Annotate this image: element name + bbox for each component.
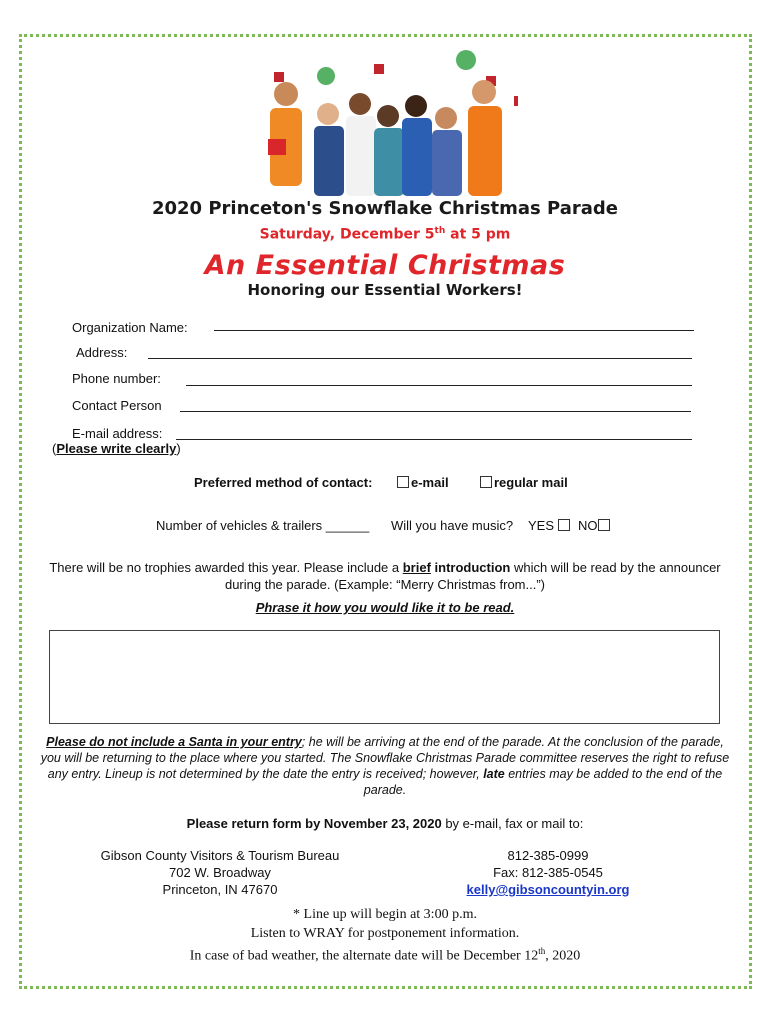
lineup-time: * Line up will begin at 3:00 p.m. (293, 907, 477, 922)
preferred-contact-label: Preferred method of contact: (194, 475, 373, 490)
phone-label: Phone number: (72, 371, 161, 386)
contact-person-input-line[interactable] (180, 411, 691, 412)
regular-mail-option[interactable]: regular mail (480, 475, 568, 490)
email-checkbox[interactable] (397, 476, 409, 488)
introduction-text-box[interactable] (49, 630, 720, 724)
org-name-label: Organization Name: (72, 320, 188, 335)
event-theme: An Essential Christmas (204, 250, 566, 281)
fax-number: Fax: 812-385-0545 (493, 865, 603, 880)
email-label: E-mail address: (72, 426, 163, 441)
email-link[interactable]: kelly@gibsoncountyin.org (466, 882, 630, 897)
address-label: Address: (76, 345, 128, 360)
phrase-instruction: Phrase it how you would like it to be read. (255, 600, 515, 615)
santa-warning: Please do not include a Santa in your entry; he will be arriving at the end of the parade. At the conclusion of the parade, you will be returning to the place where you started. The Snowflake Christmas Parade committee reserves the right to refuse any entry. Lineup is not determined by the date the entry is received; however, late entries may be added to the end of the parade. (40, 735, 730, 797)
event-subtitle: Honoring our Essential Workers! (247, 281, 523, 299)
event-date: Saturday, December 5th at 5 pm (259, 226, 511, 243)
contact-info (440, 847, 656, 898)
mailing-address (90, 847, 350, 898)
org-name-input-line[interactable] (214, 330, 694, 331)
phone-input-line[interactable] (186, 385, 692, 386)
music-yes-option[interactable]: YES (528, 518, 572, 533)
address-input-line[interactable] (148, 358, 692, 359)
essential-workers-illustration (256, 44, 518, 198)
write-clearly-note: (Please write clearly) (52, 441, 181, 456)
wray-info: Listen to WRAY for postponement information. (250, 926, 520, 941)
contact-person-label: Contact Person (72, 398, 162, 413)
address-line-1: Gibson County Visitors & Tourism Bureau (100, 848, 340, 863)
music-no-option[interactable]: NO (578, 518, 612, 533)
music-yes-checkbox[interactable] (558, 519, 570, 531)
alternate-date: In case of bad weather, the alternate date will be December 12th, 2020 (189, 946, 581, 964)
event-title: 2020 Princeton's Snowflake Christmas Parade (151, 198, 619, 219)
music-no-checkbox[interactable] (598, 519, 610, 531)
email-option[interactable]: e-mail (397, 475, 449, 490)
address-line-2: 702 W. Broadway (169, 865, 271, 880)
vehicles-field[interactable]: Number of vehicles & trailers ______ (156, 518, 370, 533)
address-line-3: Princeton, IN 47670 (162, 882, 278, 897)
return-instructions: Please return form by November 23, 2020 by e-mail, fax or mail to: (186, 816, 584, 831)
intro-instructions: There will be no trophies awarded this year. Please include a brief introduction which will be read by the announcer during the parade. (Example: “Merry Christmas from...”) (49, 560, 721, 592)
phone-number: 812-385-0999 (507, 848, 589, 863)
regular-mail-checkbox[interactable] (480, 476, 492, 488)
email-input-line[interactable] (176, 439, 692, 440)
music-label: Will you have music? (391, 518, 514, 533)
